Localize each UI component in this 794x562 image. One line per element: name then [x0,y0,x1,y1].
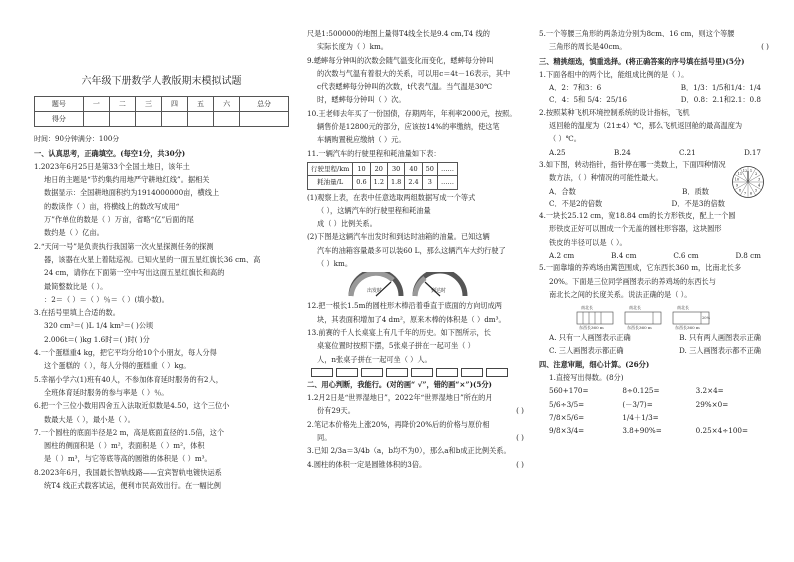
section-heading: 一、认真思考，正确填空。(每空1分，共30分) [34,148,186,158]
calc-item[interactable]: 8÷0.125= [622,386,660,396]
question-line: 3.如下图，转动指针，指针停在哪一类数上，下面四种情况 [539,159,726,169]
question-line: 13.前赛的千人长桌宴上有几千年的历史。如下图所示，长 [307,327,491,337]
option-d[interactable]: D. 三人画图表示都不正确 [679,345,761,355]
spinner-number: 12 [742,169,748,174]
question-line: (2)下图是这辆汽车出发时和到达时油箱的油量。已知这辆 [307,232,490,242]
question-line [539,41,769,53]
question-line: 辆售价是12800元的部分，应该按14%的率缴纳，使这笔 [317,122,500,132]
question-text: 三角形的周长是40cm。 [549,42,627,52]
option-d[interactable]: D.8 cm [735,251,761,261]
option-c[interactable]: C. 三人画图表示都正确 [549,345,624,355]
option-c[interactable]: C．4：5和 5/4：25/16 [549,95,627,105]
question-line: 形铁皮正好可以围成一个无盖的圆柱形容器，这块圆形 [549,224,722,234]
score-cell: 二 [109,97,135,112]
calc-grid [539,385,769,437]
question-line: （ ）℃。 [549,134,581,144]
table-shape [461,368,483,377]
score-cell: 总分 [240,97,289,112]
fence-percent: 20% [702,316,710,321]
fuel-gauge-start [347,272,405,298]
question-text: 3.已知 2/3a＝3/4b（a，b均不为0），那么a和b成正比例关系。 [307,446,511,456]
calc-item[interactable]: 3.2×4= [695,386,724,396]
question-line: 10.王老师去年买了一份国债，存期两年，年利率2000元，按照。 [307,108,517,118]
question-line: 6.把一个三位小数用四舍五入法取近似数是4.50，这个三位小 [34,401,230,411]
spinner-number: 7 [743,191,747,196]
table-shape [386,368,408,377]
column-left [34,28,289,493]
table-cell: 3 [422,176,437,189]
question-line: 南北长之间的长度关系。说法正确的是（ ）。 [549,289,692,299]
gauge-label: 到达时 [431,288,447,295]
question-line: 实际长度为（ ）km。 [317,42,388,52]
spinner-number: 1 [749,169,753,174]
question-line: 320 cm²＝( )L 1/4 km²＝( )公顷 [44,321,154,331]
fence-rect [625,312,661,324]
question-line: 1.2023年6月25日是第33个全国土地日，该年土 [34,161,190,171]
question-line: 地日的主题是“节约集约用地严守耕地红线”。据相关 [44,175,210,185]
question-line: 1.下面各组中的两个比，能组成比例的是（ ）。 [539,69,689,79]
question-line: 24 cm，请你在下面第一空中写出这面五星红旗长和高的 [44,268,225,278]
calc-item[interactable]: 0.25×4÷100= [695,426,749,436]
question-line: (1)观察上表，在表中任意选取两组数据写成一个等式 [307,192,476,202]
options-row [539,82,769,94]
fence-label: 南北长 [581,305,593,311]
option-a[interactable]: A.2 cm [549,251,575,261]
score-cell[interactable] [161,112,187,127]
column-right [539,28,769,438]
calc-item[interactable]: 560+170= [549,386,589,396]
fence-figure [575,304,615,330]
answer-paren[interactable]: ( ) [761,42,769,52]
table-cell: 0.6 [353,176,370,189]
table-cell: 1.2 [370,176,387,189]
options-row [539,147,769,159]
table-cell: 20 [370,162,387,175]
score-cell: 题号 [35,97,84,112]
question-line: 11.一辆汽车的行驶里程和耗油量如下表： [307,148,441,158]
question-line: 桌宴位置时按照下摆，5张桌子拼在一起可坐（ ） [317,341,475,351]
question-line: 数约是（ ）亿亩。 [44,228,104,238]
section-heading: 四、注意审题，细心计算。(26分) [539,359,650,369]
question-text: 4.圆柱的体积一定是圆锥体积的3倍。 [307,459,427,469]
question-line: 车辆购置税应缴纳（ ）元。 [317,135,406,145]
question-line: 1.2月2日是“世界湿地日”，2022年“世界湿地日”所在的月 [307,393,493,403]
score-cell[interactable] [83,112,109,127]
table-row [308,176,458,189]
mileage-fuel-table [307,162,458,190]
calc-item[interactable]: 29%×0= [695,399,729,409]
question-text: 份有29天。 [317,406,355,416]
fence-label: 南北长 [677,305,689,311]
score-cell[interactable] [135,112,161,127]
option-c[interactable]: C.21 [679,147,696,157]
score-cell[interactable] [240,112,289,127]
table-cell: 耗油量/L [308,176,353,189]
calc-item[interactable]: 5/6÷3/5= [549,399,585,409]
question-line: 4.一个蛋糕重4 kg，把它平均分给10个小朋友，每人分得 [34,348,217,358]
question-line: 数据显示：全国耕地面积约为1914000000亩，横线上 [44,188,220,198]
options-row [539,250,769,262]
calc-item[interactable]: (－3/7)= [622,399,653,409]
spinner-number: 3 [757,177,761,182]
table-shape [336,368,358,377]
question-line [307,405,524,417]
question-line: 最简整数比是（ ）。 [44,281,108,291]
question-text: 同。 [317,433,332,443]
score-cell[interactable] [109,112,135,127]
question-line: 5.幸福小学六(1)班有40人，不参加体育延时服务的有2人， [34,374,223,384]
option-b[interactable]: B.24 [613,147,631,157]
score-cell: 一 [83,97,109,112]
question-line: 4.一块长25.12 cm，宽18.84 cm的长方形铁皮，配上一个圆 [539,211,736,221]
score-cell: 三 [135,97,161,112]
spinner-number: 5 [754,188,758,193]
fuel-gauge-end [411,272,469,298]
fence-figure [671,304,711,330]
question-line: 7.一个圆柱的底面半径是2 m，高是底面直径的1.5倍，这个 [34,427,225,437]
calc-item[interactable]: 9/8×3/4= [549,426,585,436]
score-cell: 四 [161,97,187,112]
option-a[interactable]: A．2：7和3：6 [549,83,602,93]
section-heading: 二、用心判断，我能行。(对的画“ √”，错的画“×”)(5分) [307,379,492,389]
score-cell: 得分 [35,112,84,127]
table-shape [361,368,383,377]
question-line: 12.把一根长1.5m的圆柱形木棒沿着垂直于底面的方向切成两 [307,301,502,311]
calc-item[interactable]: 7/8×5/6= [549,413,585,423]
table-cell: 50 [422,162,437,175]
score-cell[interactable] [188,112,214,127]
score-cell[interactable] [214,112,240,127]
table-shape [436,368,458,377]
table-shape [411,368,433,377]
question-line: 时，蟋蟀每分钟叫（ ）次。 [317,95,406,105]
page-title: 六年级下册数学人教版期末模拟试题 [81,76,242,87]
fence-label: 东西长360 m [579,325,604,331]
option-c[interactable]: C.6 cm [673,251,699,261]
table-cell: 2.4 [405,176,422,189]
spinner-number: 8 [738,188,742,193]
question-line: 汽车的油箱容量最多可以装60 L，那么这辆汽车大约行驶了 [317,245,506,255]
question-line: ：2＝（ ）＝（ ）％＝（ ）(填小数)。 [44,294,169,304]
option-b[interactable]: B.4 cm [611,251,637,261]
question-line: （ ）km。 [317,259,353,269]
spinner-number: 10 [734,177,740,182]
question-line: 数方法，（ ）种情况的可能性最大。 [549,173,663,183]
calc-item[interactable]: 3.8+90%= [622,426,662,436]
table-cell: 10 [353,162,370,175]
question-line: 5.一面靠墙的养鸡场由篱笆围成，它东西长360 m，比南北长多 [539,263,742,273]
gauge-fill [415,278,425,296]
question-line: 的次数与气温有着很大的关系，可以用c＝4t－16表示，其中 [317,68,511,78]
question-line: 数最大是（ ），最小是（ ）。 [44,414,135,424]
answer-paren[interactable]: ( ) [516,406,524,416]
question-line [307,432,524,444]
question-line: （ ），这辆汽车的行驶里程和耗油量 [317,205,431,215]
option-d[interactable]: D．0.8：2.1和2.1：0.8 [680,95,761,105]
table-row [308,162,458,175]
question-line: c代表蟋蟀每分钟叫的次数，t代表气温。当气温是30℃ [317,82,493,92]
fence-label: 南北长 [629,305,641,311]
table-cell: 1.8 [387,176,404,189]
fuel-gauges [347,272,524,298]
question-line: 3.在括号里填上合适的数。 [34,308,120,318]
calc-item[interactable]: 1/4＋1/3= [622,413,659,423]
spinner-number: 4 [757,183,761,188]
banquet-tables-figure [311,368,524,377]
gauge-label: 出发时 [367,288,383,295]
question-line: 圆柱的侧面积是（ ）m²，表面积是（ ）m²，体积 [44,441,205,451]
spinner-number: 6 [749,191,753,196]
options-row [539,332,769,344]
question-line: 是（ ）m³，与它等底等高的圆锥的体积是（ ）m³。 [44,454,212,464]
spinner-number: 9 [735,183,739,188]
spinner-wheel [731,165,765,199]
question-line: 9.蟋蟀每分钟叫的次数会随气温变化而变化，蟋蟀每分钟叫 [307,55,494,65]
question-line: 人，n张桌子拼在一起可坐（ ）人。 [317,354,432,364]
table-cell: 30 [387,162,404,175]
spinner-number: 11 [737,172,743,177]
spinner-question [539,159,769,210]
option-a[interactable]: A．合数 [549,186,576,196]
question-line: 1.直接写出得数。(8分) [549,373,624,383]
question-line: 的数读作（ ）亩，将横线上的数改写成用“ [44,201,180,211]
table-cell: …… [437,176,457,189]
score-table-row [35,97,289,112]
fence-label: 东西长360 m [675,325,700,331]
question-line: 2.笔记本价格先上涨20%，再降价20%后的价格与原价相 [307,419,490,429]
calc-item[interactable] [696,412,769,424]
column-middle [307,28,524,472]
option-b[interactable]: B．质数 [682,186,709,196]
fence-figures [575,304,769,330]
section-heading: 三、精挑细选，慎重选择。(将正确答案的序号填在括号里)(5分) [539,56,745,66]
option-a[interactable]: A. 只有一人画图表示正确 [549,333,631,343]
question-line: 5.一个等腰三角形的两条边分别为8cm、16 cm，则这个等腰 [539,29,735,38]
score-cell: 五 [188,97,214,112]
question-line: 器，该器在火星上着陆巡视。已知火星的一面五星红旗长36 cm、高 [44,254,261,264]
option-d[interactable]: D．不是3的倍数 [671,198,725,208]
question-line: 块，其表面积增加了4 dm²，原来木棒的体积是（ ）dm³。 [317,314,506,324]
spinner-number: 2 [754,172,758,177]
question-line: 2.006t＝( )kg 1.6时＝( )时( )分 [44,334,150,344]
answer-paren[interactable]: ( ) [516,459,524,469]
option-b[interactable]: B. 只有两人画图表示正确 [679,333,761,343]
score-cell: 六 [214,97,240,112]
question-line: 统T4 线正式载客试运，便利市民高效出行。在一幅比例 [44,481,221,491]
exam-info: 时间：90分钟满分：100分 [34,135,120,144]
option-b[interactable]: B．1/3：1/5和1/4：1/4 [680,83,761,93]
options-row [539,345,769,357]
table-cell: …… [437,162,457,175]
table-shape [311,368,333,377]
question-line: 返回舱的温度为（21±4）℃，那么飞机返回舱的最高温度为 [549,121,743,131]
fence-label: 东西长360 m [627,325,652,331]
table-cell: 40 [405,162,422,175]
question-line: 万”作单位的数是（ ）万亩，省略“亿”后面的尾 [44,215,194,225]
option-c[interactable]: C．不是2的倍数 [549,198,603,208]
question-line: 成（ ）比例关系。 [317,219,377,229]
options-row [539,198,769,210]
option-d[interactable]: D.17 [744,147,761,157]
question-line: 全班体育延时服务的参与率是（ ）％。 [44,387,169,397]
question-line: 20%。下面是三位同学画图表示的养鸡场的东西长与 [549,276,716,286]
question-line: 2.按照某种飞机环境控制系统的设计指标，飞机 [539,107,690,117]
option-a[interactable]: A.25 [549,147,566,157]
question-line [307,445,524,457]
question-line [307,459,524,471]
table-shape [486,368,508,377]
table-cell: 行驶里程/km [308,162,353,175]
score-table-row [35,112,289,127]
question-line: 铁皮的半径可以是（ ）。 [549,237,627,247]
question-line: 这个蛋糕的（ ），每人分得的蛋糕重（ ）kg。 [44,361,191,371]
score-table [34,96,289,127]
answer-paren[interactable]: ( ) [516,433,524,443]
fence-figure [623,304,663,330]
options-row [539,94,769,106]
question-line: 8.2023年6月，我国最长智轨线路——宜宾智轨电镀快运系 [34,467,222,477]
question-line: 2.“天问一号”是负责执行我国第一次火星探测任务的探测 [34,241,214,251]
question-line: 尺是1:500000的地图上量得T4线全长是9.4 cm,T4 线的 [307,29,490,38]
